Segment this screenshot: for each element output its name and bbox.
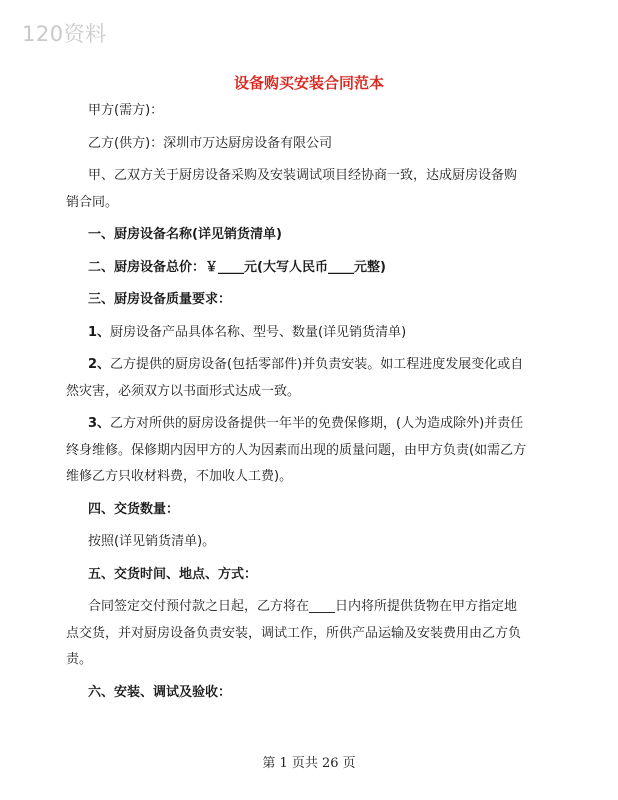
seller-line: 乙方(供方)：深圳市万达厨房设备有限公司 [88,135,333,151]
page-number: 第 1 页共 26 页 [262,756,356,771]
document-title: 设备购买安装合同范本 [233,74,384,92]
section-3-heading: 三、厨房设备质量要求： [88,292,232,307]
section-5-line-1: 合同签定交付预付款之日起，乙方将在____日内将所提供货物在甲方指定地 [88,599,518,614]
item-3-1-number: 1、 [88,324,111,340]
intro-line-1: 甲、乙双方关于厨房设备采购及安装调试项目经协商一致，达成厨房设备购 [88,168,518,183]
item-3-1-text: 厨房设备产品具体名称、型号、数量(详见销货清单) [110,324,407,340]
item-3-2 [66,352,558,405]
item-3-2-line-2: 然灾害，必须双方以书面形式达成一致。 [66,383,301,399]
section-6-heading: 六、安装、调试及验收： [88,684,232,700]
section-2-heading: 二、厨房设备总价：￥____元(大写人民币____元整) [88,259,386,275]
section-5-line-3: 责。 [66,652,93,667]
item-3-3-text-1: 乙方对所供的厨房设备提供一年半的免费保修期，(人为造成除外)并责任 [110,416,524,431]
item-3-3-line-3: 维修乙方只收材料费，不加收人工费)。 [66,469,293,484]
buyer-line: 甲方(需方)： [88,103,164,118]
section-5-heading: 五、交货时间、地点、方式： [88,566,258,582]
item-3-3-line-1 [88,411,558,438]
item-3-3 [66,411,558,491]
item-3-2-text-1: 乙方提供的厨房设备(包括零部件)并负责安装。如工程进度发展变化或自 [110,357,524,372]
item-3-2-line-1 [88,352,558,379]
section-5-body [66,594,558,674]
item-3-3-number: 3、 [88,416,111,431]
item-3-1 [88,320,558,347]
intro-line-2: 销合同。 [66,194,119,210]
section-4-body: 按照(详见销货清单)。 [88,534,216,549]
item-3-2-number: 2、 [88,357,111,372]
watermark-logo: 120资料 [22,22,107,46]
item-3-3-line-2: 终身维修。保修期内因甲方的人为因素而出现的质量问题，由甲方负责(如需乙方 [66,442,527,458]
intro-paragraph [66,163,558,216]
document-body [66,98,558,706]
section-4-heading: 四、交货数量： [88,501,180,517]
section-1-heading: 一、厨房设备名称(详见销货清单) [88,227,282,242]
section-5-line-2: 点交货，并对厨房设备负责安装，调试工作，所供产品运输及安装费用由乙方负 [66,625,522,641]
